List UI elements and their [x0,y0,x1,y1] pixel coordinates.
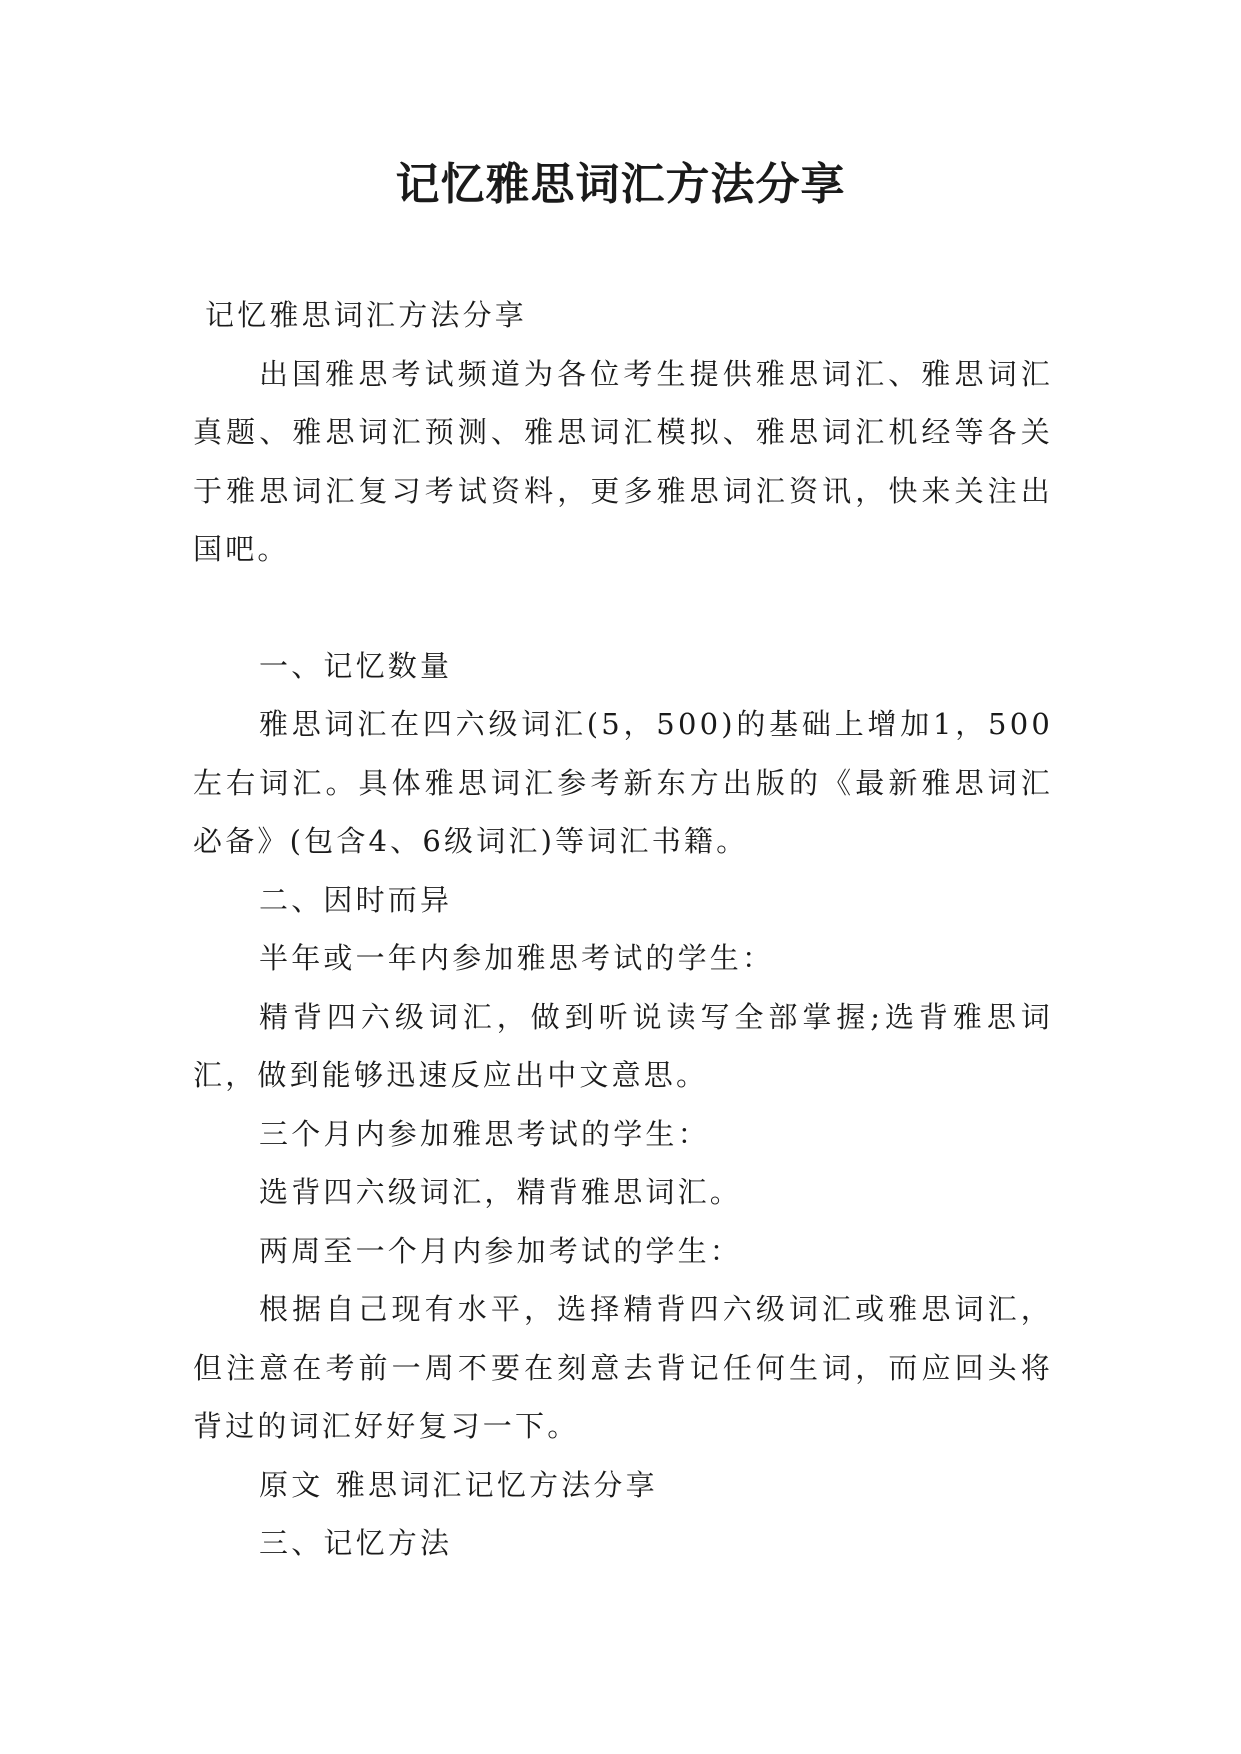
three-month-paragraph: 选背四六级词汇，精背雅思词汇。 [259,1175,743,1209]
half-year-label: 半年或一年内参加雅思考试的学生： [259,941,775,975]
three-month-label: 三个月内参加雅思考试的学生： [259,1116,710,1151]
two-week-paragraph: 根据自己现有水平，选择精背四六级词汇或雅思词汇，但注意在考前一周不要在刻意去背记任何生词，而应回头将背过的词汇好好复习一下。 [193,1292,1053,1443]
two-week-label: 两周至一个月内参加考试的学生： [259,1233,743,1268]
section-heading-quantity: 一、记忆数量 [259,648,453,683]
intro-paragraph: 出国雅思考试频道为各位考生提供雅思词汇、雅思词汇真题、雅思词汇预测、雅思词汇模拟、雅思词汇机经等各关于雅思词汇复习考试资料，更多雅思词汇资讯，快来关注出国吧。 [193,356,1053,566]
original-note: 原文 雅思词汇记忆方法分享 [259,1467,658,1502]
document-title: 记忆雅思词汇方法分享 [395,159,846,210]
document-subtitle: 记忆雅思词汇方法分享 [205,298,528,332]
section-heading-timing: 二、因时而异 [259,882,453,917]
document-body [193,286,1053,1573]
section-heading-method: 三、记忆方法 [259,1526,453,1560]
blank-line [193,579,1053,637]
half-year-paragraph: 精背四六级词汇，做到听说读写全部掌握;选背雅思词汇，做到能够迅速反应出中文意思。 [193,999,1053,1092]
quantity-paragraph: 雅思词汇在四六级词汇(5，500)的基础上增加1，500左右词汇。具体雅思词汇参考新东方出版的《最新雅思词汇必备》(包含4、6级词汇)等词汇书籍。 [193,707,1053,858]
